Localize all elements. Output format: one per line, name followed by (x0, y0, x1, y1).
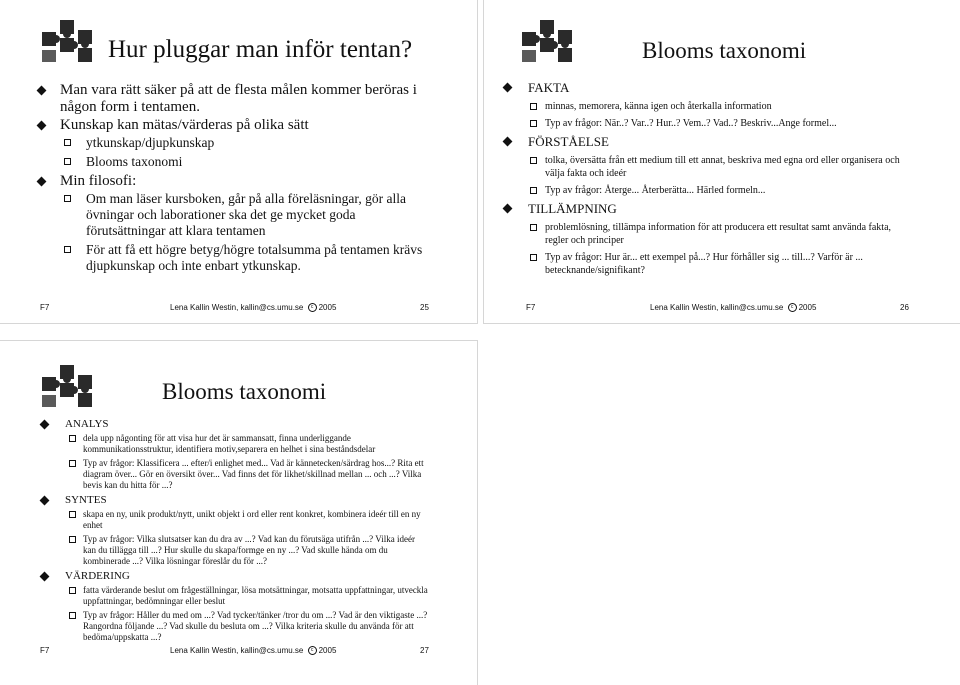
diamond-bullet-icon (40, 572, 50, 582)
diamond-bullet-icon (40, 420, 50, 430)
square-bullet-icon (530, 103, 537, 110)
footer-lecture: F7 (40, 303, 50, 312)
sub-bullet-item: För att få ett högre betyg/högre totalsumma på tentamen krävs djupkunskap och inte enbart ytkunskap. (38, 242, 428, 274)
footer-page-number: 26 (900, 303, 909, 312)
puzzle-pieces-logo (40, 361, 98, 409)
square-bullet-icon (530, 224, 537, 231)
bullet-item: Kunskap kan mätas/värderas på olika sätt (38, 117, 428, 134)
bullet-item: Man vara rätt säker på att de flesta målen kommer beröras i någon form i tentamen. (38, 82, 428, 116)
slide-title: Blooms taxonomi (162, 379, 327, 404)
square-bullet-icon (64, 195, 71, 202)
slide-content (38, 82, 428, 277)
bullet-item: ANALYS (38, 418, 428, 431)
footer-page-number: 25 (420, 303, 429, 312)
sub-bullet-item: Typ av frågor: Håller du med om ...? Vad tycker/tänker /tror du om ...? Vad är den viktigaste ...? Rangordna följande ...? Vad skulle du besluta om ...? Vilka kriteria skulle du använda för att bedöma/uppskatta ...? (38, 610, 428, 643)
footer-author: Lena Kallin Westin, kallin@cs.umu.se c 2005 (170, 303, 337, 312)
slide-content (38, 418, 428, 646)
slide-26 (483, 0, 960, 324)
square-bullet-icon (64, 246, 71, 253)
square-bullet-icon (69, 435, 76, 442)
square-bullet-icon (69, 587, 76, 594)
square-bullet-icon (69, 460, 76, 467)
footer-author: Lena Kallin Westin, kallin@cs.umu.se c 2005 (170, 646, 337, 655)
sub-bullet-item: dela upp någonting för att visa hur det är sammansatt, finna underliggande kommunikationsstruktur, identifiera motiv,separera en helhet i sina beståndsdelar (38, 433, 428, 455)
footer-lecture: F7 (526, 303, 536, 312)
sub-bullet-item: Typ av frågor: Hur är... ett exempel på...? Hur förhåller sig ... till...? Varför är ... betecknande/signifikant? (500, 251, 908, 277)
sub-bullet-item: Blooms taxonomi (38, 154, 428, 170)
sub-bullet-item: Typ av frågor: När..? Var..? Hur..? Vem..? Vad..? Beskriv...Ange formel... (500, 117, 908, 130)
sub-bullet-item: Om man läser kursboken, går på alla föreläsningar, gör alla övningar och laborationer ska det ge mycket goda förutsättningar att klara tentamen (38, 191, 428, 239)
puzzle-pieces-logo (40, 16, 98, 64)
bullet-item: TILLÄMPNING (500, 201, 908, 217)
diamond-bullet-icon (503, 204, 513, 214)
square-bullet-icon (69, 612, 76, 619)
slide-title: Hur pluggar man inför tentan? (108, 36, 413, 63)
bullet-item: FAKTA (500, 80, 908, 96)
diamond-bullet-icon (37, 86, 47, 96)
footer-author: Lena Kallin Westin, kallin@cs.umu.se c 2005 (650, 303, 817, 312)
footer-page-number: 27 (420, 646, 429, 655)
bullet-item: FÖRSTÅELSE (500, 134, 908, 150)
slide-27 (0, 340, 478, 685)
diamond-bullet-icon (503, 83, 513, 93)
footer-lecture: F7 (40, 646, 50, 655)
sub-bullet-item: tolka, översätta från ett medium till ett annat, beskriva med egna ord eller organisera och välja fakta och ideér (500, 154, 908, 180)
slide-content (500, 80, 908, 281)
square-bullet-icon (69, 536, 76, 543)
square-bullet-icon (530, 120, 537, 127)
copyright-icon: c (788, 303, 797, 312)
sub-bullet-item: ytkunskap/djupkunskap (38, 135, 428, 151)
slide-title: Blooms taxonomi (642, 38, 807, 63)
diamond-bullet-icon (37, 121, 47, 131)
square-bullet-icon (530, 187, 537, 194)
sub-bullet-item: fatta värderande beslut om frågeställningar, lösa motsättningar, motsatta uppfattningar, utveckla uppfattningar, bedömningar eller beslut (38, 585, 428, 607)
square-bullet-icon (530, 254, 537, 261)
sub-bullet-item: skapa en ny, unik produkt/nytt, unikt objekt i ord eller rent konkret, kombinera ideér till en ny enhet (38, 509, 428, 531)
square-bullet-icon (530, 157, 537, 164)
sub-bullet-item: Typ av frågor: Vilka slutsatser kan du dra av ...? Vad kan du förutsäga utifrån ...? Vilka ideér kan du tillägga till ...? Hur skulle du skapa/formge en ny ...? Vad skulle hända om du kombinerade ...? Vilka lösningar föreslår du för ...? (38, 534, 428, 567)
square-bullet-icon (64, 139, 71, 146)
sub-bullet-item: minnas, memorera, känna igen och återkalla information (500, 100, 908, 113)
bullet-item: SYNTES (38, 494, 428, 507)
square-bullet-icon (64, 158, 71, 165)
diamond-bullet-icon (503, 137, 513, 147)
diamond-bullet-icon (37, 177, 47, 187)
square-bullet-icon (69, 511, 76, 518)
copyright-icon: c (308, 646, 317, 655)
slide-25 (0, 0, 478, 324)
sub-bullet-item: problemlösning, tillämpa information för att producera ett resultat samt använda fakta, regler och principer (500, 221, 908, 247)
bullet-item: Min filosofi: (38, 173, 428, 190)
diamond-bullet-icon (40, 496, 50, 506)
copyright-icon: c (308, 303, 317, 312)
bullet-item: VÄRDERING (38, 570, 428, 583)
sub-bullet-item: Typ av frågor: Återge... Återberätta... Härled formeln... (500, 184, 908, 197)
sub-bullet-item: Typ av frågor: Klassificera ... efter/i enlighet med... Vad är kännetecken/särdrag hos...? Rita ett diagram över... Gör en översikt över... Vad finns det för likhet/skillnad mellan ... och ...? Vilka bevis kan du hitta för ...? (38, 458, 428, 491)
puzzle-pieces-logo (520, 16, 578, 64)
